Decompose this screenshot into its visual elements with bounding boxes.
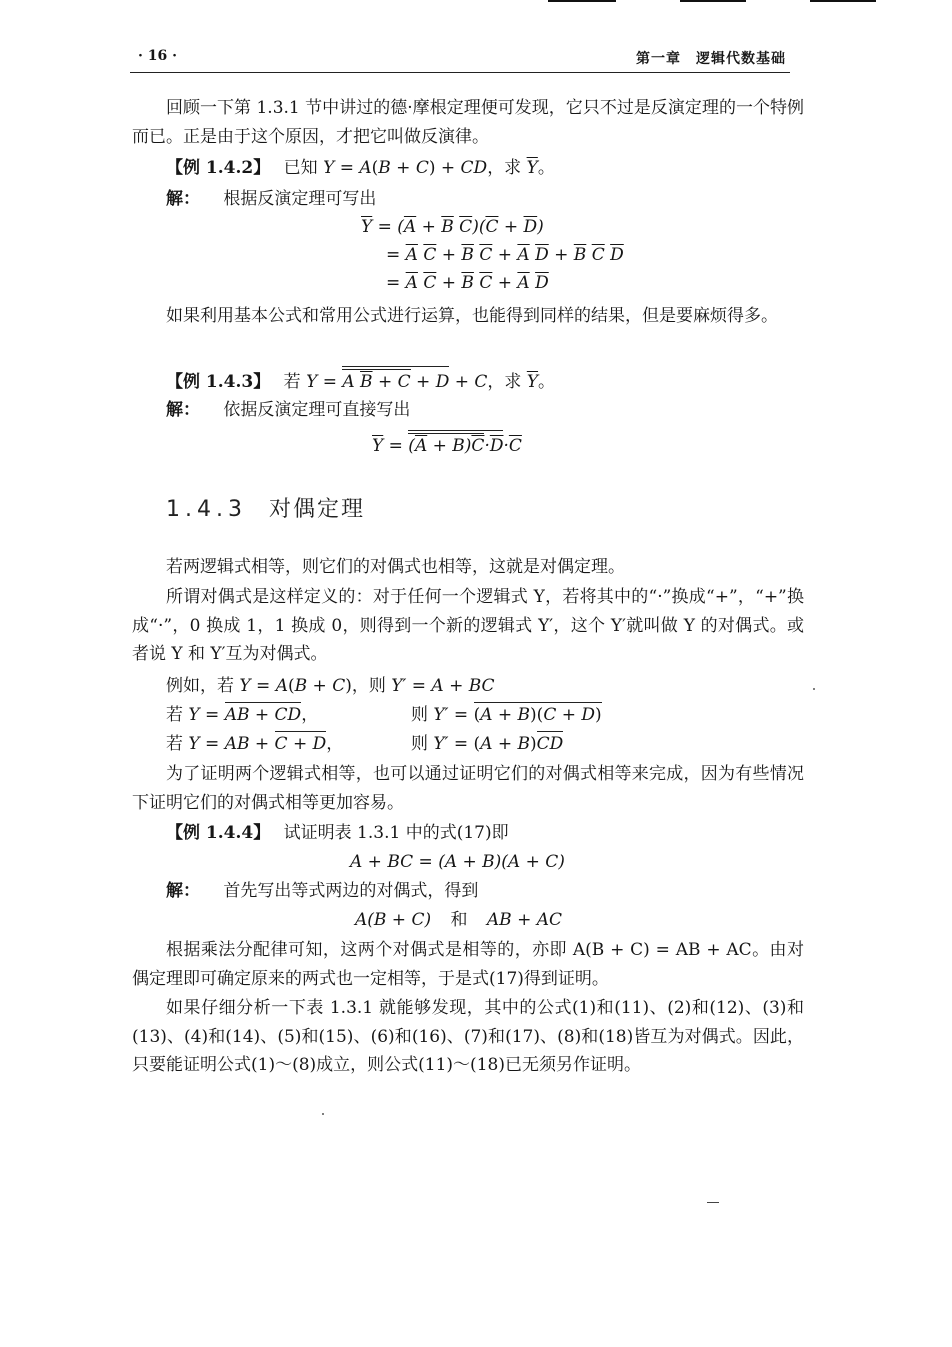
dual-left: A(B + C) — [355, 910, 432, 930]
example-statement: 若 Y = A $\overline{B} + C + D + C$，求 $\overline{Y}$。 — [284, 372, 555, 392]
formula-inverse-line-2: = $\overline{A}$ $\overline{C} + \overline{B}$ $\overline{C} + \overline{A}$ $\overline{D} + \overline{B}$ $\overline{C}$ $\overline{D}$ — [386, 245, 624, 265]
section-number: 1.4.3 — [166, 497, 247, 522]
example-statement: 已知 Y = A(B + C) + CD，求 $\overline{Y}$。 — [283, 158, 555, 178]
dual-example-intro: 例如，若 — [166, 676, 234, 696]
dual-right: AB + AC — [486, 910, 563, 930]
solution-1-4-3 — [166, 396, 410, 424]
example-1-4-3 — [166, 366, 555, 396]
solution-label: 解： — [166, 881, 200, 901]
scan-speck — [813, 688, 815, 690]
paragraph-de-morgan: 回顾一下第 1.3.1 节中讲过的德·摩根定理便可发现，它只不过是反演定理的一个特例而已。正是由于这个原因，才把它叫做反演律。 — [132, 98, 804, 147]
example-1-4-4 — [166, 819, 509, 847]
page-number: · 16 · — [138, 48, 177, 64]
running-header — [130, 48, 790, 73]
if-word: 若 — [166, 734, 183, 754]
if-word: 若 — [166, 705, 183, 725]
formula-inverse-line-3: = $\overline{A}$ $\overline{C} + \overline{B}$ $\overline{C} + \overline{A}$ $\overline{D}$ — [386, 273, 549, 293]
paragraph-duality-theorem: 若两逻辑式相等，则它们的对偶式也相等，这就是对偶定理。 — [166, 557, 625, 577]
paragraph-dual-definition: 所谓对偶式是这样定义的：对于任何一个逻辑式 Y，若将其中的“·”换成“+”，“+”换成“·”，0 换成 1，1 换成 0，则得到一个新的逻辑式 Y′，这个 Y′就叫做 Y 的对偶式。或者说 Y 和 Y′互为对偶式。 — [132, 587, 804, 664]
solution-1-4-4 — [166, 877, 478, 905]
scan-speck — [322, 1113, 324, 1115]
solution-label: 解： — [166, 189, 200, 209]
dual-example-3-left: 若 Y = AB + C + D， — [166, 730, 343, 758]
paragraph-distributive: 根据乘法分配律可知，这两个对偶式是相等的，亦即 A(B + C) = AB + AC。由对偶定理即可确定原来的两式也一定相等，于是式(17)得到证明。 — [132, 940, 804, 989]
then-word: 则 — [411, 734, 428, 754]
chapter-title: 第一章 逻辑代数基础 — [636, 51, 786, 67]
comma: ， — [326, 734, 344, 754]
scan-speck — [707, 1202, 719, 1203]
solution-1-4-2 — [166, 185, 376, 213]
example-1-4-2 — [166, 154, 555, 182]
example-statement: 试证明表 1.3.1 中的式(17)即 — [283, 823, 509, 843]
dual-pair — [355, 906, 562, 934]
dual-and: 和 — [450, 910, 468, 930]
solution-text: 依据反演定理可直接写出 — [223, 400, 411, 420]
section-title: 对偶定理 — [268, 497, 365, 522]
then-word: 则 — [411, 705, 428, 725]
dual-example-1: 例如，若 Y = A(B + C)，则 Y′ = A + BC — [166, 676, 495, 696]
solution-label: 解： — [166, 400, 200, 420]
scan-mark — [548, 0, 616, 2]
dual-example-2-right: 则 Y′ = (A + B)(C + D) — [411, 701, 602, 729]
solution-text: 根据反演定理可写出 — [223, 189, 377, 209]
paragraph-proof-by-dual: 为了证明两个逻辑式相等，也可以通过证明它们的对偶式相等来完成，因为有些情况下证明它们的对偶式相等更加容易。 — [132, 764, 804, 813]
example-label: 【例 1.4.4】 — [166, 823, 271, 843]
comma: ， — [301, 705, 319, 725]
solution-text: 首先写出等式两边的对偶式，得到 — [223, 881, 479, 901]
scan-mark — [810, 0, 876, 2]
dual-example-2-left: 若 Y = AB + CD， — [166, 701, 318, 729]
scan-mark — [680, 0, 746, 2]
dual-example-3-right: 则 Y′ = (A + B)CD — [411, 730, 563, 758]
paragraph-table-duals: 如果仔细分析一下表 1.3.1 就能够发现，其中的公式(1)和(11)、(2)和(12)、(3)和(13)、(4)和(14)、(5)和(15)、(6)和(16)、(7)和(17)、(8)和(18)皆互为对偶式。因此，只要能证明公式(1)～(8)成立，则公式(11)～(18)已无须另作证明。 — [132, 998, 804, 1075]
formula-inverse-line-1: $\overline{Y} = (\overline{A} + \overline{B}$ $\overline{C})(\overline{C} + \overline{D})$ — [361, 217, 544, 237]
formula-inverse-example-3: $\overline{Y} = (\overline{A} + B)\overline{C}\cdot\overline{D}\cdot\overline{C}$ — [372, 430, 522, 460]
example-label: 【例 1.4.2】 — [166, 158, 271, 178]
formula-17: A + BC = (A + B)(A + C) — [350, 852, 565, 872]
example-label: 【例 1.4.3】 — [166, 372, 271, 392]
paragraph-comparison: 如果利用基本公式和常用公式进行运算，也能得到同样的结果，但是要麻烦得多。 — [166, 306, 778, 326]
section-heading — [166, 492, 365, 523]
